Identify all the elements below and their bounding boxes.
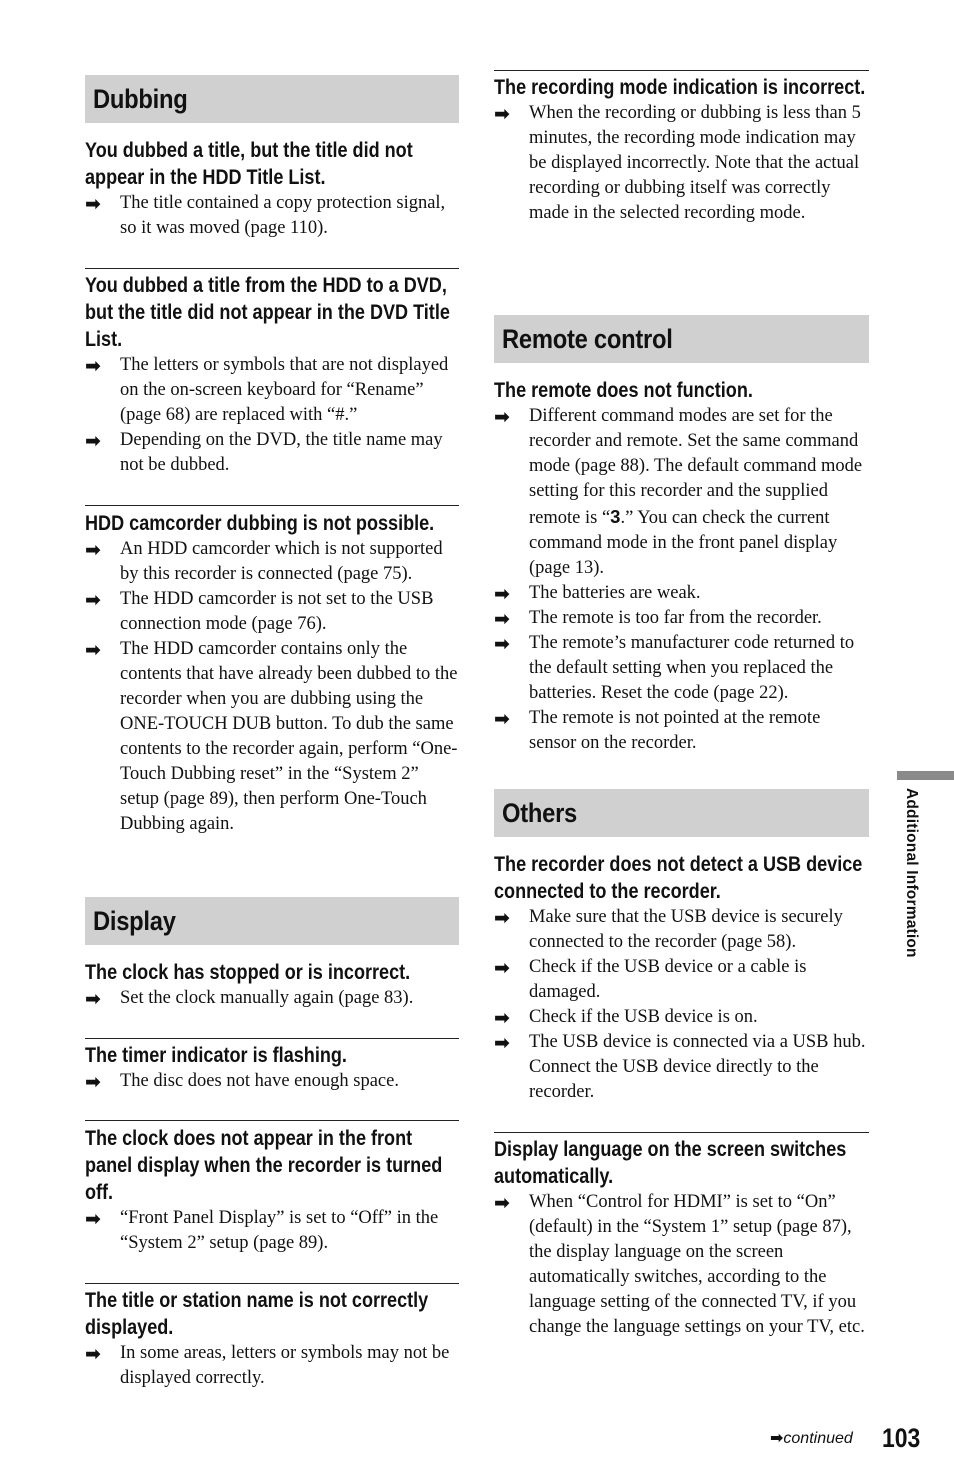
answer-item: ➡ The remote is not pointed at the remote sensor on the recorder. [494,708,821,753]
display-section [85,897,459,945]
answer-item: ➡ Depending on the DVD, the title name may not be dubbed. [85,430,443,475]
arrow-icon: ➡ [85,1343,101,1365]
answer-item: ➡ The title contained a copy protection signal, so it was moved (page 110). [85,193,446,238]
answer-item: ➡ The HDD camcorder contains only the contents that have already been dubbed to the recorder when you are dubbing using the ONE-TOUCH DUB button. To dub the same contents to the recorder again, perform “One-Touch Dubbing reset” in the “System 2” setup (page 89), then perform One-Touch Dubbing again. [85,639,458,834]
arrow-icon: ➡ [494,1192,510,1214]
display-question-4 [85,1283,459,1391]
display-question-3 [85,1120,459,1256]
answer-item: ➡ The USB device is connected via a USB hub. Connect the USB device directly to the recorder. [494,1032,866,1102]
arrow-icon: ➡ [494,633,510,655]
answer-item: ➡ Check if the USB device or a cable is damaged. [494,957,807,1002]
arrow-icon: ➡ [494,406,510,428]
answer-item: ➡ Set the clock manually again (page 83). [85,988,414,1010]
remote-section [494,315,869,363]
question-heading: Display language on the screen switches automatically. [494,1138,847,1188]
dubbing-question-2 [85,268,459,478]
answer-item: ➡ The batteries are weak. [494,583,701,605]
arrow-icon: ➡ [85,193,101,215]
answer-item: ➡ When “Control for HDMI” is set to “On” (default) in the “System 1” setup (page 87), the display language on the screen automatically switches, according to the language setting of the connected TV, if you change the language settings on your TV, etc. [494,1192,865,1337]
question-heading: The clock does not appear in the front panel display when the recorder is turned off. [85,1127,443,1204]
answer-item: ➡ When the recording or dubbing is less than 5 minutes, the recording mode indication may be displayed incorrectly. Note that the actual recording or dubbing itself was correctly made in the selected recording mode. [494,103,861,223]
others-question-1 [494,851,869,1105]
arrow-icon: ➡ [494,1007,510,1029]
arrow-icon: ➡ [85,639,101,661]
command-mode-value: 3 [610,506,621,527]
question-heading: The clock has stopped or is incorrect. [85,961,411,984]
display-question-2 [85,1038,459,1094]
question-heading: The remote does not function. [494,379,753,402]
arrow-icon: ➡ [494,1032,510,1054]
dubbing-section [85,75,459,123]
others-section [494,789,869,837]
continued-indicator [770,1428,853,1448]
arrow-icon: ➡ [494,608,510,630]
dubbing-question-1 [85,137,459,241]
answer-item: ➡ Check if the USB device is on. [494,1007,758,1029]
page-number: 103 [882,1423,921,1453]
question-heading: You dubbed a title, but the title did not appear in the HDD Title List. [85,139,413,189]
question-heading: HDD camcorder dubbing is not possible. [85,512,435,535]
answer-item: ➡ The disc does not have enough space. [85,1071,399,1093]
arrow-icon: ➡ [85,1071,101,1093]
arrow-icon: ➡ [85,988,101,1010]
answer-item: ➡ In some areas, letters or symbols may not be displayed correctly. [85,1343,450,1388]
arrow-icon: ➡ [85,539,101,561]
arrow-icon: ➡ [85,430,101,452]
chapter-label: Additional Information [903,788,920,958]
answer-item: ➡ The letters or symbols that are not displayed on the on-screen keyboard for “Rename” (page 68) are replaced with “#.” [85,355,449,425]
question-heading: The recorder does not detect a USB device connected to the recorder. [494,853,863,903]
section-heading-display: Display [85,897,459,945]
answer-item: ➡ The remote’s manufacturer code returned to the default setting when you replaced the batteries. Reset the code (page 22). [494,633,855,703]
section-heading-remote-control: Remote control [494,315,869,363]
arrow-icon: ➡ [85,1208,101,1230]
dubbing-question-3 [85,505,459,837]
answer-item: ➡ The HDD camcorder is not set to the USB connection mode (page 76). [85,589,434,634]
answer-item: ➡ “Front Panel Display” is set to “Off” in the “System 2” setup (page 89). [85,1208,439,1253]
others-question-2 [494,1132,869,1340]
question-heading: You dubbed a title from the HDD to a DVD, but the title did not appear in the DVD Title List. [85,274,450,351]
chapter-tab [897,771,954,780]
remote-question-1 [494,377,869,756]
arrow-icon: ➡ [494,708,510,730]
display-question-1 [85,959,459,1011]
arrow-icon: ➡ [494,583,510,605]
question-heading: The title or station name is not correctly displayed. [85,1289,429,1339]
arrow-icon: ➡ [494,957,510,979]
question-heading: The timer indicator is flashing. [85,1044,347,1067]
answer-item: ➡ Different command modes are set for the recorder and remote. Set the same command mode (page 88). The default command mode setting for this recorder and the supplied remote is “3.” You can check the current command mode in the front panel display (page 13). [494,406,863,578]
answer-item: ➡ An HDD camcorder which is not supported by this recorder is connected (page 75). [85,539,443,584]
answer-item: ➡ Make sure that the USB device is securely connected to the recorder (page 58). [494,907,843,952]
arrow-icon: ➡ [85,355,101,377]
answer-item: ➡ The remote is too far from the recorder. [494,608,822,630]
recmode-question-1 [494,70,869,226]
question-heading: The recording mode indication is incorrect. [494,76,866,99]
arrow-icon: ➡ [494,907,510,929]
section-heading-dubbing: Dubbing [85,75,459,123]
arrow-icon: ➡ [494,103,510,125]
arrow-icon: ➡ [85,589,101,611]
section-heading-others: Others [494,789,869,837]
continued-label: continued [783,1430,853,1447]
arrow-icon: ➡ [770,1428,784,1447]
